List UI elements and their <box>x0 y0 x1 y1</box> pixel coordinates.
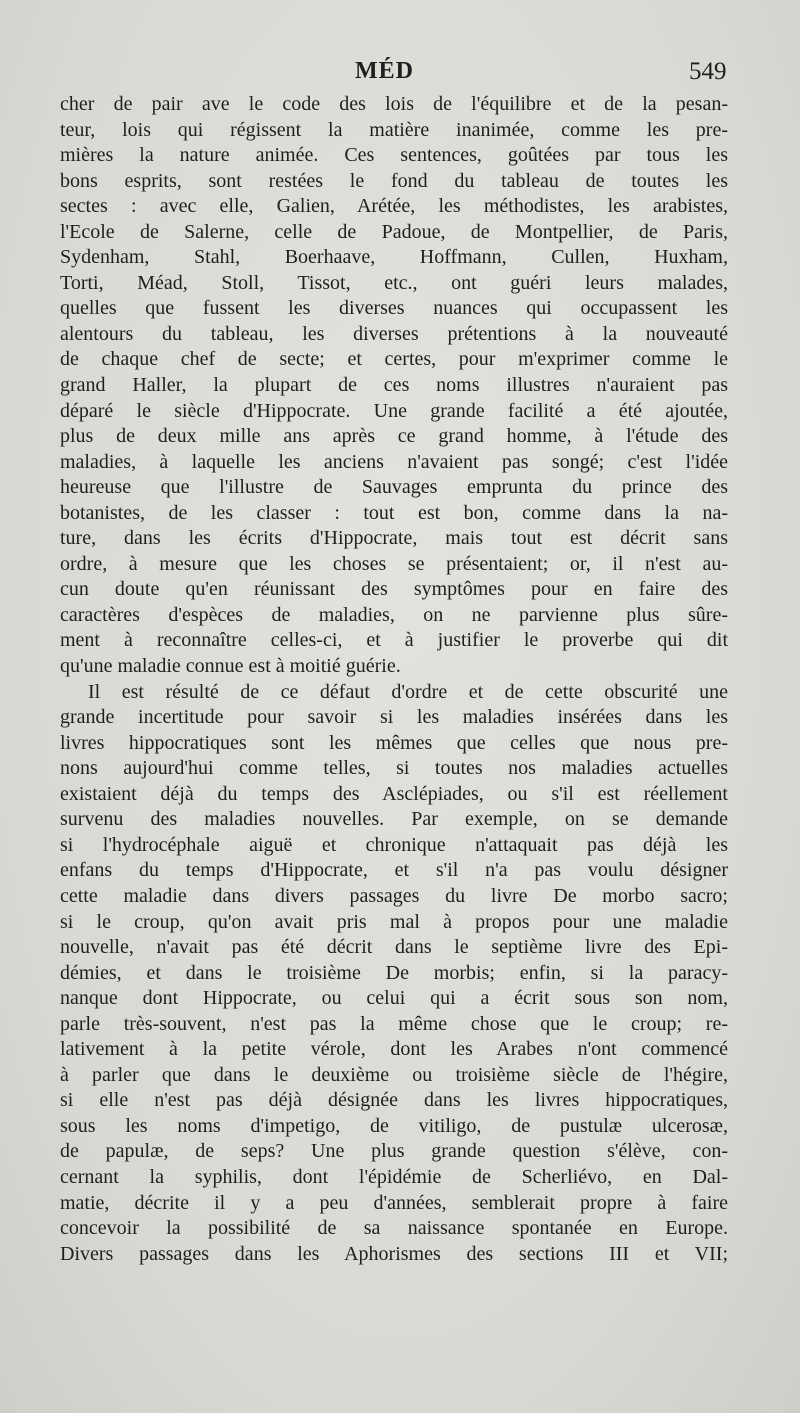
text-line: cun doute qu'en réunissant des symptômes pour en faire des <box>60 578 728 601</box>
text-line: à parler que dans le deuxième ou troisième siècle de l'hégire, <box>60 1063 728 1086</box>
text-line: bons esprits, sont restées le fond du tableau de toutes les <box>60 169 728 192</box>
running-head <box>0 58 800 92</box>
text-line: mières la nature animée. Ces sentences, goûtées par tous les <box>60 144 728 167</box>
text-line: Torti, Méad, Stoll, Tissot, etc., ont guéri leurs malades, <box>60 271 728 294</box>
text-line: parle très-souvent, n'est pas la même chose que le croup; re- <box>60 1012 728 1035</box>
running-title: MÉD <box>355 58 414 84</box>
text-line: survenu des maladies nouvelles. Par exemple, on se demande <box>60 808 728 831</box>
text-line: teur, lois qui régissent la matière inanimée, comme les pre- <box>60 118 728 141</box>
text-line: qu'une maladie connue est à moitié guérie. <box>60 655 401 678</box>
text-line: grand Haller, la plupart de ces noms illustres n'auraient pas <box>60 374 728 397</box>
text-line: quelles que fussent les diverses nuances qui occupassent les <box>60 297 728 320</box>
text-line: nanque dont Hippocrate, ou celui qui a écrit sous son nom, <box>60 987 728 1010</box>
text-line: si l'hydrocéphale aiguë et chronique n'attaquait pas déjà les <box>60 833 728 856</box>
text-line: nouvelle, n'avait pas été décrit dans le septième livre des Epi- <box>60 936 728 959</box>
text-line: cernant la syphilis, dont l'épidémie de Scherliévo, en Dal- <box>60 1165 728 1188</box>
text-line: livres hippocratiques sont les mêmes que celles que nous pre- <box>60 731 728 754</box>
text-line: plus de deux mille ans après ce grand homme, à l'étude des <box>60 425 728 448</box>
text-line: lativement à la petite vérole, dont les Arabes n'ont commencé <box>60 1038 728 1061</box>
text-line: nons aujourd'hui comme telles, si toutes nos maladies actuelles <box>60 757 728 780</box>
text-line: si le croup, qu'on avait pris mal à propos pour une maladie <box>60 910 728 933</box>
text-line: Il est résulté de ce défaut d'ordre et de cette obscurité une <box>88 680 728 703</box>
text-line: déparé le siècle d'Hippocrate. Une grande facilité a été ajoutée, <box>60 399 728 422</box>
text-line: de chaque chef de secte; et certes, pour m'exprimer comme le <box>60 348 728 371</box>
text-line: si elle n'est pas déjà désignée dans les livres hippocratiques, <box>60 1089 728 1112</box>
text-line: sectes : avec elle, Galien, Arétée, les méthodistes, les arabistes, <box>60 195 728 218</box>
text-line: botanistes, de les classer : tout est bon, comme dans la na- <box>60 501 728 524</box>
text-line: ment à reconnaître celles-ci, et à justifier le proverbe qui dit <box>60 629 728 652</box>
text-line: cher de pair ave le code des lois de l'équilibre et de la pesan- <box>60 93 728 115</box>
text-line: maladies, à laquelle les anciens n'avaient pas songé; c'est l'idée <box>60 450 728 473</box>
text-line: cette maladie dans divers passages du livre De morbo sacro; <box>60 884 728 907</box>
text-line: grande incertitude pour savoir si les maladies insérées dans les <box>60 706 728 729</box>
text-line: ordre, à mesure que les choses se présentaient; or, il n'est au- <box>60 552 728 575</box>
page-number: 549 <box>689 58 727 85</box>
text-line: concevoir la possibilité de sa naissance spontanée en Europe. <box>60 1217 728 1240</box>
text-line: Sydenham, Stahl, Boerhaave, Hoffmann, Cullen, Huxham, <box>60 246 728 269</box>
text-line: ture, dans les écrits d'Hippocrate, mais tout est décrit sans <box>60 527 728 550</box>
text-line: sous les noms d'impetigo, de vitiligo, de pustulæ ulcerosæ, <box>60 1114 728 1137</box>
text-line: Divers passages dans les Aphorismes des sections III et VII; <box>60 1242 728 1265</box>
text-line: enfans du temps d'Hippocrate, et s'il n'a pas voulu désigner <box>60 859 728 882</box>
text-line: l'Ecole de Salerne, celle de Padoue, de Montpellier, de Paris, <box>60 220 728 243</box>
text-line: démies, et dans le troisième De morbis; enfin, si la paracy- <box>60 961 728 984</box>
text-line: caractères d'espèces de maladies, on ne parvienne plus sûre- <box>60 603 728 626</box>
body-text <box>60 92 728 1267</box>
text-line: alentours du tableau, les diverses prétentions à la nouveauté <box>60 322 728 345</box>
text-line: existaient déjà du temps des Asclépiades, ou s'il est réellement <box>60 782 728 805</box>
text-line: de papulæ, de seps? Une plus grande question s'élève, con- <box>60 1140 728 1163</box>
text-line: matie, décrite il y a peu d'années, semblerait propre à faire <box>60 1191 728 1214</box>
text-line: heureuse que l'illustre de Sauvages emprunta du prince des <box>60 476 728 499</box>
